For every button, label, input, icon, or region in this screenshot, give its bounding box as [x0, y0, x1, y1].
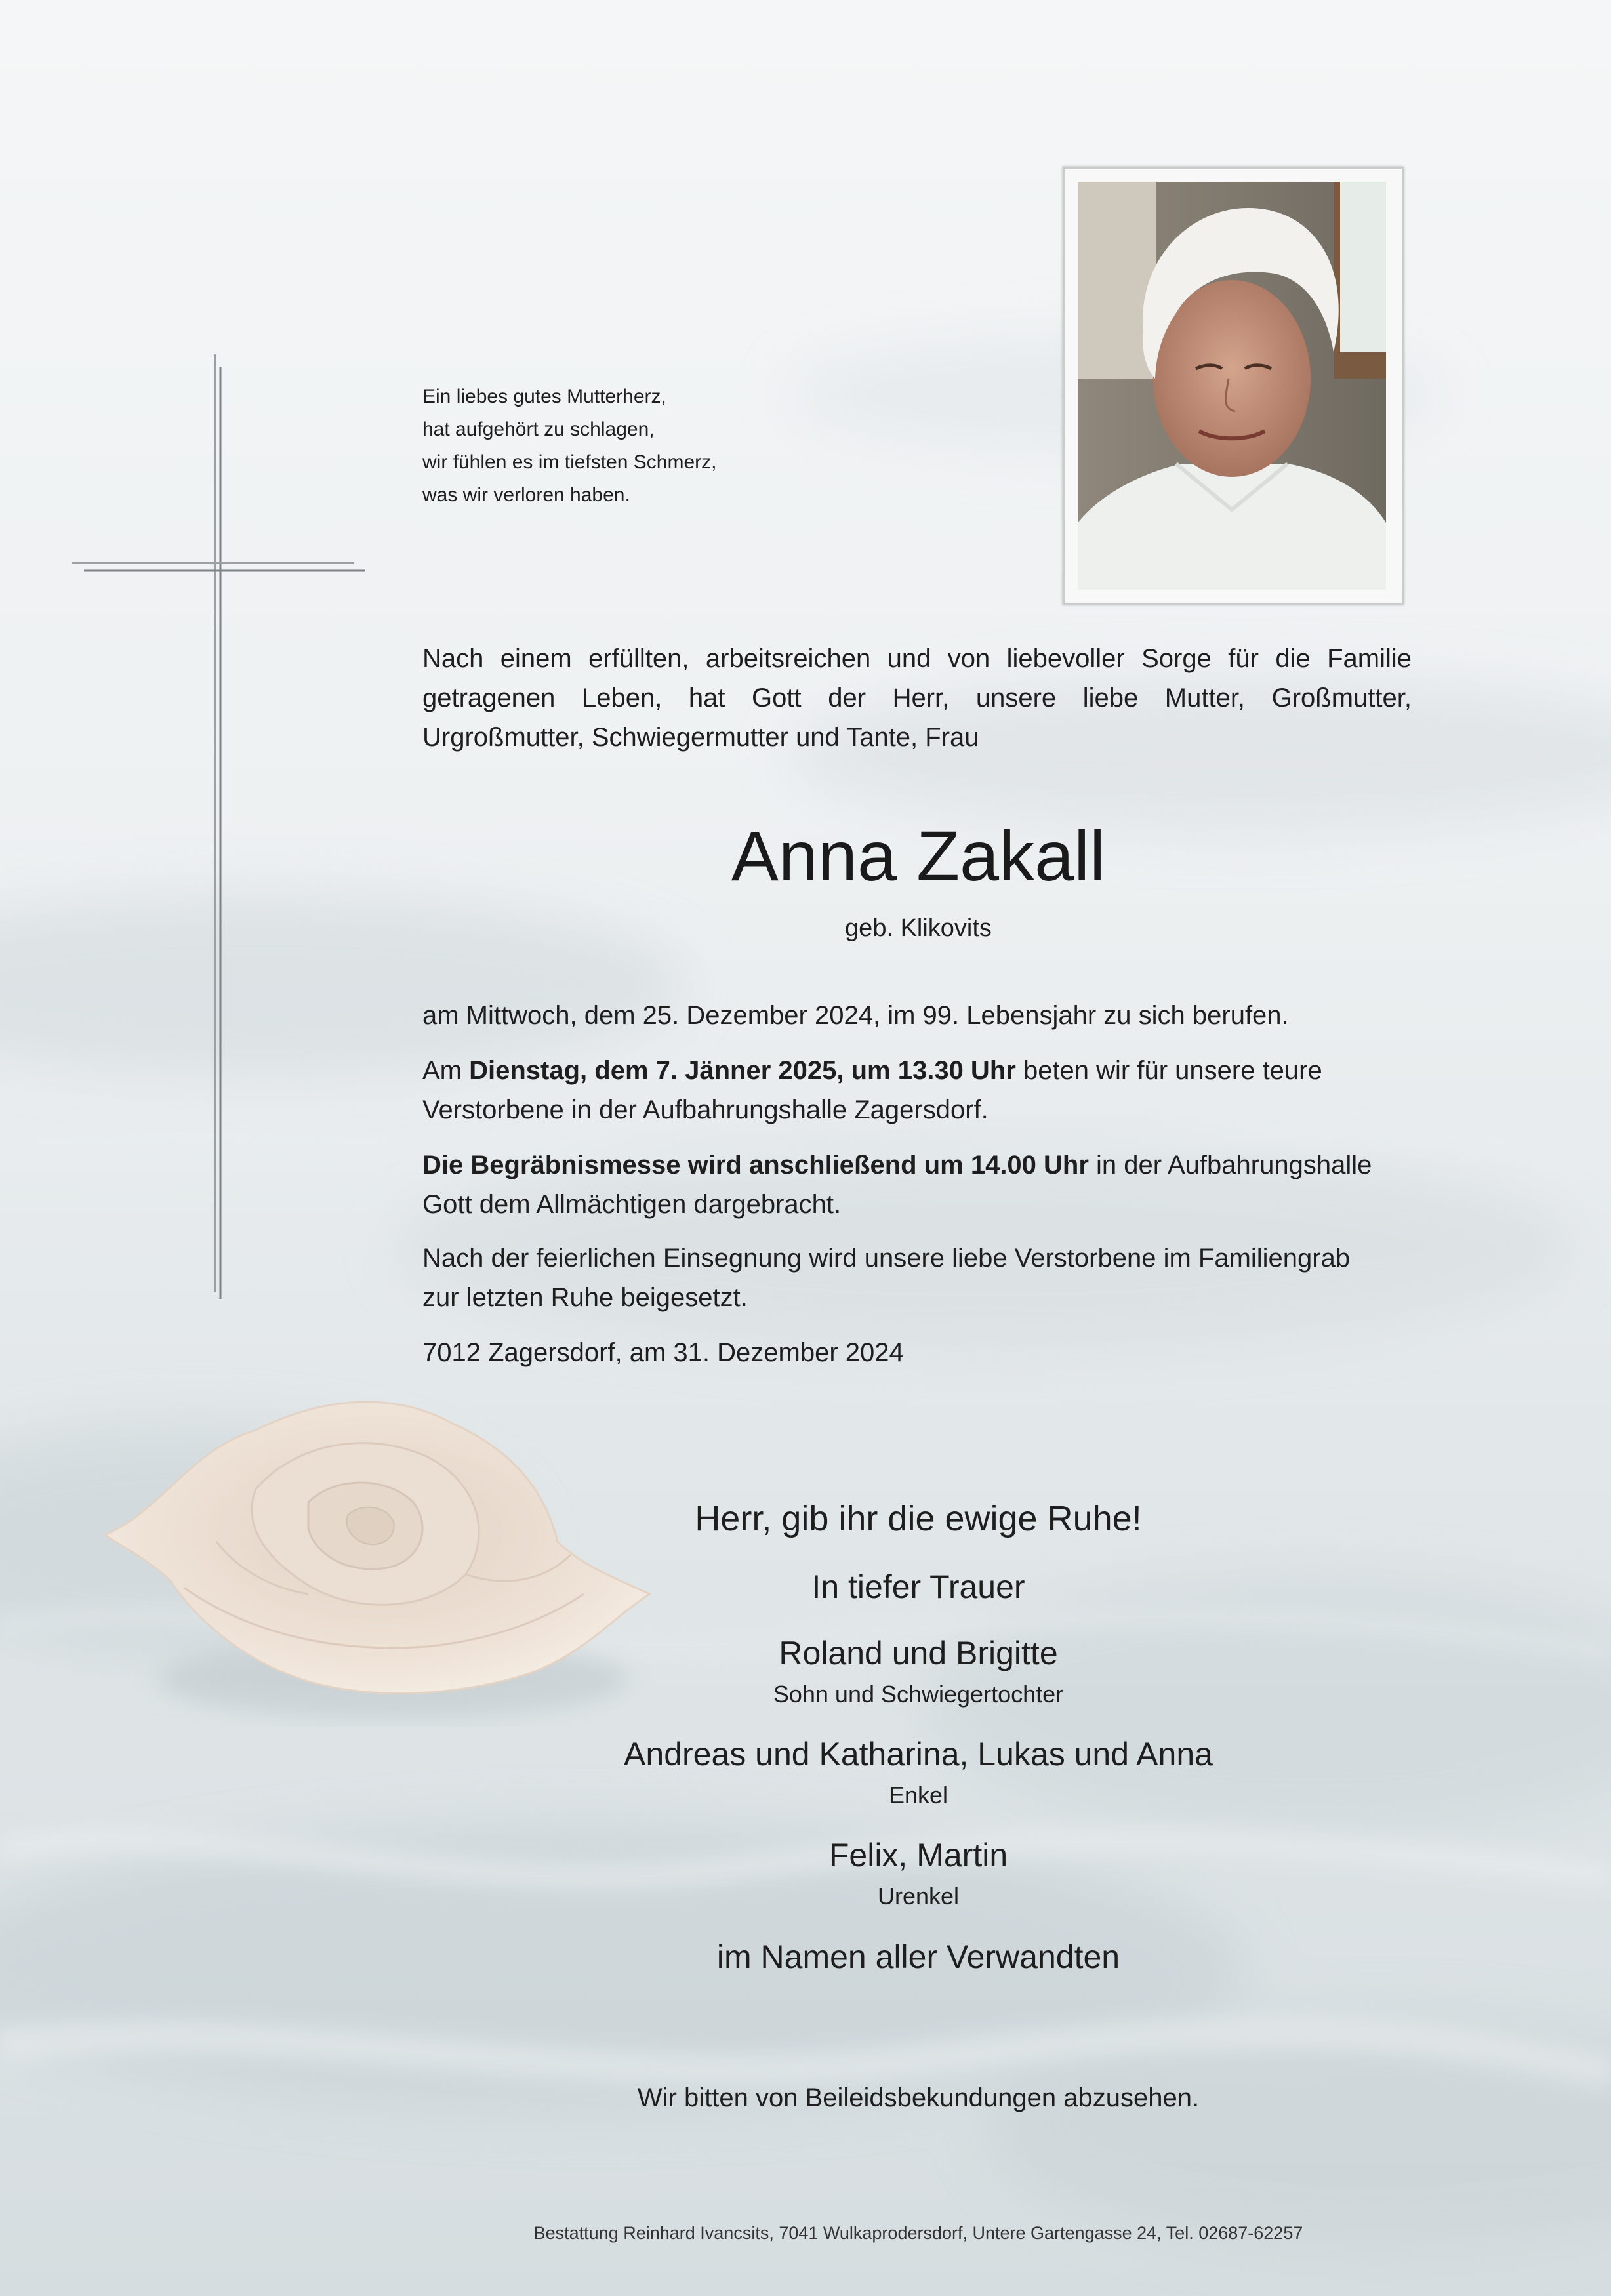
- verse: [422, 380, 829, 512]
- burial-line: zur letzten Ruhe beigesetzt.: [422, 1283, 748, 1312]
- condolence-note: Wir bitten von Beileidsbekundungen abzusehen.: [637, 2083, 1200, 2112]
- funeral-home-footer: Bestattung Reinhard Ivancsits, 7041 Wulkaprodersdorf, Untere Gartengasse 24, Tel. 02687-62257: [533, 2223, 1303, 2243]
- deceased-name: Anna Zakall: [731, 816, 1106, 895]
- relatives-line: im Namen aller Verwandten: [716, 1938, 1120, 1975]
- mass-paragraph: [422, 1145, 1419, 1224]
- death-line: am Mittwoch, dem 25. Dezember 2024, im 99. Lebensjahr zu sich berufen.: [422, 1001, 1289, 1030]
- place-date: 7012 Zagersdorf, am 31. Dezember 2024: [422, 1338, 904, 1367]
- mass-time: Die Begräbnismesse wird anschließend um 14.00 Uhr: [422, 1151, 1089, 1179]
- mourner-relation: Enkel: [888, 1782, 948, 1809]
- mourner-names: Felix, Martin: [828, 1837, 1008, 1874]
- prayer-time: Dienstag, dem 7. Jänner 2025, um 13.30 Uhr: [469, 1056, 1016, 1085]
- intro-line: Nach einem erfüllten, arbeitsreichen und von liebevoller Sorge für die Familie: [422, 644, 1412, 673]
- mourning-line: In tiefer Trauer: [811, 1568, 1025, 1605]
- verse-line: wir fühlen es im tiefsten Schmerz,: [422, 451, 717, 473]
- mourner-names: Roland und Brigitte: [779, 1635, 1058, 1671]
- mourner-relation: Urenkel: [877, 1883, 960, 1910]
- prayer-line: [422, 1051, 1419, 1090]
- intro-line: Urgroßmutter, Schwiegermutter und Tante, Frau: [422, 723, 979, 752]
- portrait-frame: [1063, 167, 1404, 605]
- mass-post: in der Aufbahrungshalle: [1088, 1151, 1372, 1179]
- prayer-pre: Am: [422, 1056, 470, 1085]
- burial-line: Nach der feierlichen Einsegnung wird unsere liebe Verstorbene im Familiengrab: [422, 1244, 1351, 1273]
- prayer-post: beten wir für unsere teure: [1015, 1056, 1322, 1085]
- cross-icon: [66, 354, 374, 1299]
- closing-prayer: Herr, gib ihr die ewige Ruhe!: [695, 1499, 1142, 1538]
- prayer-paragraph: [422, 1051, 1419, 1130]
- verse-line: was wir verloren haben.: [422, 484, 630, 506]
- birth-name: geb. Klikovits: [845, 914, 992, 942]
- prayer-line-2: Verstorbene in der Aufbahrungshalle Zagersdorf.: [422, 1096, 989, 1124]
- mass-line: [422, 1145, 1419, 1185]
- mourner-names: Andreas und Katharina, Lukas und Anna: [624, 1736, 1213, 1773]
- burial-paragraph: [422, 1239, 1419, 1317]
- verse-line: hat aufgehört zu schlagen,: [422, 419, 655, 440]
- mass-line-2: Gott dem Allmächtigen dargebracht.: [422, 1190, 842, 1219]
- mourner-relation: Sohn und Schwiegertochter: [773, 1681, 1064, 1708]
- portrait-photo: [1078, 182, 1386, 590]
- verse-line: Ein liebes gutes Mutterherz,: [422, 386, 666, 407]
- intro-line: getragenen Leben, hat Gott der Herr, unsere liebe Mutter, Großmutter,: [422, 684, 1412, 712]
- intro-paragraph: [422, 639, 1412, 757]
